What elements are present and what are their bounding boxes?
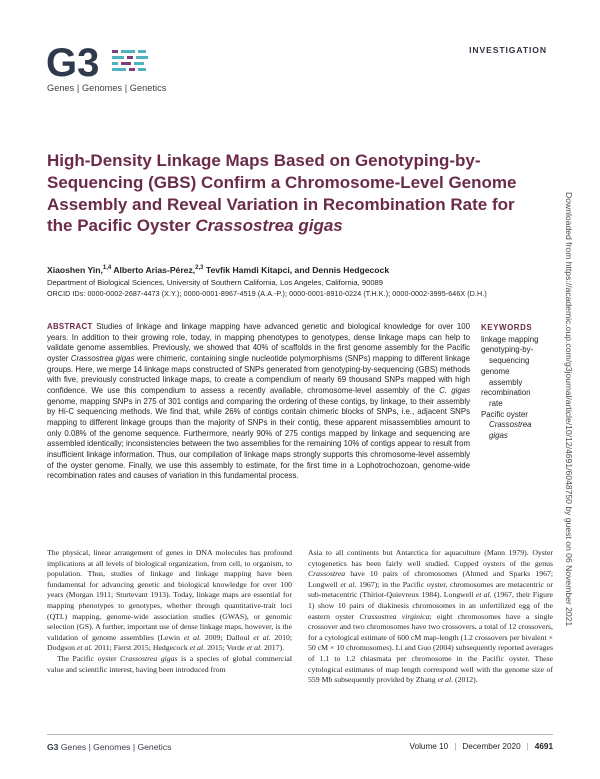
body-italic: Crassostrea virginica bbox=[359, 611, 430, 621]
body-italic: et al. bbox=[475, 590, 492, 600]
keyword-line: recombination bbox=[481, 388, 531, 398]
footer-separator: | bbox=[526, 742, 529, 751]
author-2: Alberto Arias-Pérez, bbox=[113, 265, 196, 275]
body-text: 1967); in the Pacific oyster, chromosomes are metacentric or sub-metacentric (Thiriot-Quievreux 1984). Longwell bbox=[308, 579, 554, 600]
body-column-right bbox=[308, 548, 553, 686]
author-3: Tevfik Hamdi Kitapci, and Dennis Hedgecock bbox=[205, 265, 390, 275]
body-italic: et al. bbox=[189, 643, 206, 653]
title-main: High-Density Linkage Maps Based on Genotyping-by-Sequencing (GBS) Confirm a Chromosome-Level Genome Assembly and Reveal Variation in Recombination Rate for the Pacific Oyster bbox=[47, 151, 517, 236]
keyword-line: rate bbox=[489, 398, 503, 408]
body-text: 2017). bbox=[262, 643, 285, 653]
g3-logo-mark bbox=[46, 40, 158, 82]
body-text: 2011; Fierst 2015; Hedgecock bbox=[92, 643, 190, 653]
body-paragraph-2 bbox=[47, 654, 292, 675]
abstract-species-1: Crassostrea gigas bbox=[70, 353, 135, 363]
body-column-left bbox=[47, 548, 292, 675]
body-text: ; eight chromosomes have a single crossover and two chromosomes have two crossovers, a total of 12 crossovers, for a cytological estimate of 600 cM map-length (1.2 crossovers per bivalent × 50 cM × 10 chromosomes). Li and Guo (2004) subsequently reported averages of 1.1 to 1.2 chiasmata per chromosome in the Pacific oyster. These cytological estimates of map length correspond well with the genome size of 559 Mb subsequently provided by Zhang bbox=[308, 611, 554, 685]
body-text: (2012). bbox=[453, 675, 478, 685]
footer-divider bbox=[47, 734, 553, 735]
abstract bbox=[47, 322, 470, 482]
footer-volume: Volume 10 bbox=[409, 742, 449, 751]
abstract-text-1: Studies of linkage and linkage mapping have advanced genetic and biological knowledge for over 100 years. In addition to their growing role, today, in mapping phenotypes to genotypes, dense linkage maps can help to validate genome assemblies. Previously, we showed that 40% of scaffolds in the first genome assembly for the Pacific oyster bbox=[47, 322, 470, 363]
keywords-title: KEYWORDS bbox=[481, 323, 533, 332]
g3-logo-text: G3 bbox=[46, 41, 100, 82]
body-text: The Pacific oyster bbox=[57, 653, 121, 663]
body-text: The physical, linear arrangement of genes in DNA molecules has profound implications at all levels of biological organization, from cell, to organism, to population. Thus, studies of linkage and linkage mapping have been fundamental for advancing genetic and biological knowledge for over 100 years (Morgan 1911; Sturtevant 1913). Today, linkage maps are essential for mapping phenotypes to genotypes, whether through quantitative-trait loci (QTL) mapping, genome-wide association studies (GWAS), or genomic selection (GS). A further, important use of dense linkage maps, however, is the validation of genome assemblies (Lewin bbox=[47, 548, 292, 642]
keyword-line: assembly bbox=[489, 377, 523, 387]
footer-logo-text: G3 bbox=[47, 742, 59, 752]
abstract-species-2: C. gigas bbox=[439, 385, 470, 395]
body-text: 2009; Dalloul bbox=[201, 632, 254, 642]
abstract-text-3: genome, mapping SNPs in 275 of 301 contigs and comparing the ordering of these contigs, by linkage, to their assembly by Hi-C sequencing methods. We find that, while 26% of contigs contain chimeric blocks of SNPs, i.e., adjacent SNPs mapping to different linkage groups than the majority of SNPs in their contig, these apparent misassemblies amount to only 0.08% of the genome sequence. Furthermore, nearly 90% of 275 contigs mapped by linkage and sequencing are assembled identically; inconsistencies between the two assemblies for the remaining 10% of contigs appear to result from insufficient linkage information. Thus, our compilation of linkage maps strongly supports this chromosome-level assembly of the oyster genome. Finally, we use this assembly to estimate, for the first time in a Lophotrochozoan, genome-wide recombination rates and causes of variation in this fundamental process. bbox=[47, 396, 470, 481]
keyword-line: genome bbox=[481, 366, 510, 376]
download-side-note: Downloaded from https://academic.oup.com/g3journal/article/10/12/4691/6048750 by guest on 06 November 2021 bbox=[564, 192, 574, 627]
orcid-ids: ORCID IDs: 0000-0002-2687-4473 (X.Y.); 0000-0001-8967-4519 (A.A.-P.); 0000-0001-8910-0224 (T.H.K.); 0000-0002-3995-646X (D.H.) bbox=[47, 290, 487, 298]
footer-journal-logo bbox=[47, 742, 171, 752]
article-title bbox=[47, 150, 527, 237]
section-label: INVESTIGATION bbox=[469, 45, 547, 55]
body-italic: et al. bbox=[183, 632, 202, 642]
footer-info bbox=[410, 742, 553, 751]
body-text: 2010; Dodgson bbox=[47, 632, 293, 653]
keyword-line: Pacific oyster bbox=[481, 409, 528, 419]
keyword-line: sequencing bbox=[489, 356, 530, 366]
body-italic: et al. bbox=[76, 643, 93, 653]
keyword-line: Crassostrea bbox=[489, 420, 532, 430]
author-1-aff: 1,4 bbox=[102, 265, 112, 272]
journal-logo bbox=[46, 40, 166, 100]
author-list bbox=[47, 265, 389, 275]
body-paragraph-1 bbox=[47, 548, 292, 654]
body-paragraph-3 bbox=[308, 548, 553, 686]
abstract-label: ABSTRACT bbox=[47, 322, 93, 331]
title-species: Crassostrea gigas bbox=[195, 216, 343, 236]
footer-separator: | bbox=[454, 742, 457, 751]
body-italic: et al. bbox=[437, 675, 454, 685]
body-italic: Crassostrea gigas bbox=[120, 653, 178, 663]
body-text: Asia to all continents but Antarctica for aquaculture (Mann 1979). Oyster cytogenetics has been fairly well studied. Cupped oysters of the genus bbox=[308, 548, 553, 568]
logo-subtitle: Genes | Genomes | Genetics bbox=[47, 83, 167, 93]
body-text: 2015; Verde bbox=[205, 643, 247, 653]
body-italic: et al. bbox=[253, 632, 271, 642]
footer-logo-subtitle: Genes | Genomes | Genetics bbox=[60, 742, 172, 752]
keywords bbox=[481, 323, 553, 442]
author-1: Xiaoshen Yin, bbox=[47, 265, 103, 275]
abstract-text-2: were chimeric, containing single nucleotide polymorphisms (SNPs) mapping to different linkage groups. Here, we merge 14 linkage maps constructed of SNPs generated from genotyping-by-sequencing (GBS) methods with five, previously constructed linkage maps, to create a compendium of nearly 69 thousand SNPs mapped with high confidence. We use this compendium to assess a recently available, chromosome-level assembly of the bbox=[47, 353, 470, 395]
footer-date: December 2020 bbox=[462, 742, 521, 751]
keyword-line: gigas bbox=[489, 431, 508, 441]
author-2-aff: 2,3 bbox=[195, 265, 204, 272]
body-text: have 10 pairs of chromosomes (Ahmed and Sparks 1967; Longwell bbox=[308, 569, 553, 589]
keyword-line: linkage mapping bbox=[481, 334, 539, 344]
body-text: (1967, their Figure 1) show 10 pairs of diakinesis chromosomes in an unfertilized egg of the eastern oyster bbox=[308, 590, 553, 621]
body-italic: et al. bbox=[340, 579, 357, 589]
affiliation: Department of Biological Sciences, University of Southern California, Los Angeles, California, 90089 bbox=[47, 278, 383, 287]
g3-logo-dashes-icon bbox=[112, 50, 148, 71]
body-italic: Crassostrea bbox=[308, 569, 346, 579]
keyword-line: genotyping-by- bbox=[481, 345, 534, 355]
body-italic: et al. bbox=[246, 643, 263, 653]
footer-page-number: 4691 bbox=[534, 742, 553, 751]
body-text: is a species of global commercial value and scientific interest, having been introduced from bbox=[47, 653, 292, 674]
